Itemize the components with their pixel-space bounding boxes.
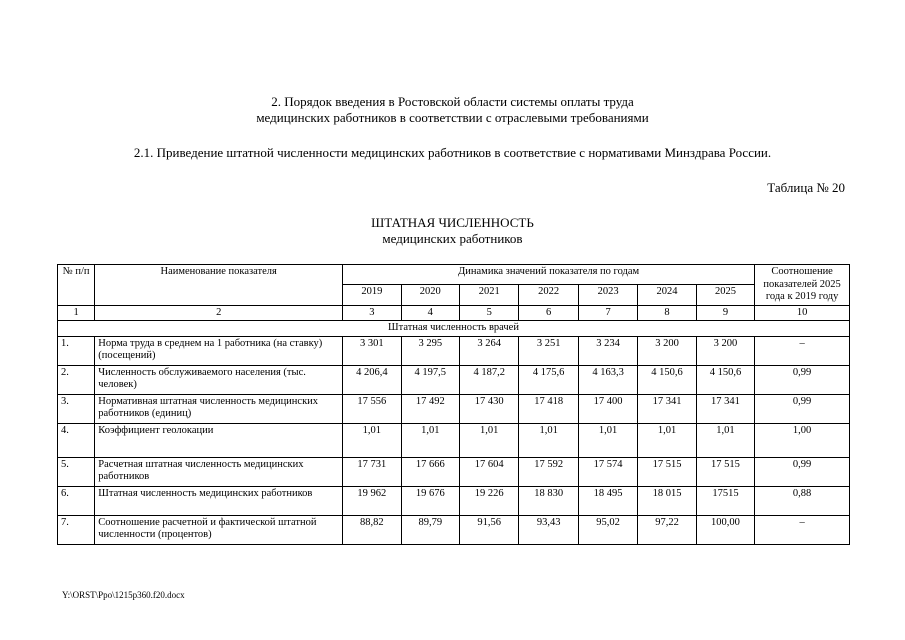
table-number: Таблица № 20 <box>767 180 845 195</box>
footer-file-path: Y:\ORST\Ppo\1215p360.f20.docx <box>62 590 185 600</box>
indicator-name: Нормативная штатная численность медицинских работников (единиц) <box>95 394 343 423</box>
staffing-table <box>57 264 850 545</box>
header-year: 2020 <box>401 285 459 305</box>
year-value: 3 234 <box>578 336 637 365</box>
year-value: 17515 <box>696 486 755 515</box>
section-heading-line2: медицинских работников в соответствии с отраслевыми требованиями <box>256 110 649 125</box>
year-value: 19 676 <box>401 486 459 515</box>
header-year: 2024 <box>638 285 696 305</box>
year-value: 1,01 <box>519 423 578 457</box>
year-value: 3 295 <box>401 336 459 365</box>
year-value: 17 604 <box>459 457 518 486</box>
year-value: 17 592 <box>519 457 578 486</box>
year-value: 3 200 <box>696 336 755 365</box>
year-value: 17 731 <box>343 457 401 486</box>
column-number: 2 <box>95 305 343 321</box>
header-year: 2025 <box>696 285 755 305</box>
year-value: 93,43 <box>519 515 578 544</box>
header-year: 2019 <box>343 285 401 305</box>
year-value: 17 341 <box>638 394 696 423</box>
table-row <box>58 423 850 457</box>
header-num: № п/п <box>58 265 95 306</box>
year-value: 4 150,6 <box>696 365 755 394</box>
column-number: 5 <box>459 305 518 321</box>
column-number: 6 <box>519 305 578 321</box>
ratio-value: 0,99 <box>755 394 850 423</box>
table-row <box>58 457 850 486</box>
year-value: 4 150,6 <box>638 365 696 394</box>
year-value: 17 341 <box>696 394 755 423</box>
table-row <box>58 515 850 544</box>
column-number: 3 <box>343 305 401 321</box>
row-number: 2. <box>58 365 95 394</box>
year-value: 1,01 <box>401 423 459 457</box>
indicator-name: Норма труда в среднем на 1 работника (на ставку) (посещений) <box>95 336 343 365</box>
year-value: 17 418 <box>519 394 578 423</box>
row-number: 6. <box>58 486 95 515</box>
year-value: 100,00 <box>696 515 755 544</box>
indicator-name: Штатная численность медицинских работников <box>95 486 343 515</box>
ratio-value: 0,99 <box>755 457 850 486</box>
year-value: 17 492 <box>401 394 459 423</box>
table-row <box>58 336 850 365</box>
year-value: 17 556 <box>343 394 401 423</box>
ratio-value: 1,00 <box>755 423 850 457</box>
year-value: 17 574 <box>578 457 637 486</box>
year-value: 1,01 <box>696 423 755 457</box>
year-value: 95,02 <box>578 515 637 544</box>
year-value: 97,22 <box>638 515 696 544</box>
header-row-1 <box>58 265 850 285</box>
indicator-name: Расчетная штатная численность медицинских работников <box>95 457 343 486</box>
year-value: 88,82 <box>343 515 401 544</box>
section-heading-line1: 2. Порядок введения в Ростовской области системы оплаты труда <box>271 94 634 109</box>
year-value: 17 515 <box>638 457 696 486</box>
year-value: 3 264 <box>459 336 518 365</box>
column-number: 8 <box>638 305 696 321</box>
row-number: 3. <box>58 394 95 423</box>
section-heading <box>0 94 905 126</box>
column-numbers-row <box>58 305 850 321</box>
row-number: 1. <box>58 336 95 365</box>
column-number: 1 <box>58 305 95 321</box>
year-value: 19 962 <box>343 486 401 515</box>
year-value: 4 163,3 <box>578 365 637 394</box>
year-value: 18 830 <box>519 486 578 515</box>
year-value: 91,56 <box>459 515 518 544</box>
year-value: 17 400 <box>578 394 637 423</box>
header-dynamics: Динамика значений показателя по годам <box>343 265 755 285</box>
table-row <box>58 365 850 394</box>
year-value: 17 515 <box>696 457 755 486</box>
indicator-name: Коэффициент геолокации <box>95 423 343 457</box>
column-number: 4 <box>401 305 459 321</box>
year-value: 4 197,5 <box>401 365 459 394</box>
column-number: 9 <box>696 305 755 321</box>
year-value: 18 495 <box>578 486 637 515</box>
year-value: 3 200 <box>638 336 696 365</box>
header-year: 2021 <box>459 285 518 305</box>
year-value: 1,01 <box>578 423 637 457</box>
year-value: 1,01 <box>638 423 696 457</box>
year-value: 19 226 <box>459 486 518 515</box>
table-row <box>58 486 850 515</box>
row-number: 7. <box>58 515 95 544</box>
header-year: 2022 <box>519 285 578 305</box>
table-title-line1: ШТАТНАЯ ЧИСЛЕННОСТЬ <box>371 215 534 230</box>
year-value: 3 251 <box>519 336 578 365</box>
table-title <box>0 215 905 247</box>
header-year: 2023 <box>578 285 637 305</box>
year-value: 17 430 <box>459 394 518 423</box>
year-value: 4 175,6 <box>519 365 578 394</box>
year-value: 1,01 <box>459 423 518 457</box>
year-value: 3 301 <box>343 336 401 365</box>
table-title-line2: медицинских работников <box>382 231 523 246</box>
header-ratio: Соотношение показателей 2025 года к 2019 году <box>755 265 850 306</box>
table-row <box>58 394 850 423</box>
year-value: 4 206,4 <box>343 365 401 394</box>
ratio-value: – <box>755 336 850 365</box>
row-number: 4. <box>58 423 95 457</box>
year-value: 18 015 <box>638 486 696 515</box>
indicator-name: Соотношение расчетной и фактической штатной численности (процентов) <box>95 515 343 544</box>
subsection-heading: 2.1. Приведение штатной численности медицинских работников в соответствие с нормативами Минздрава России. <box>133 145 772 160</box>
year-value: 89,79 <box>401 515 459 544</box>
ratio-value: 0,88 <box>755 486 850 515</box>
indicator-name: Численность обслуживаемого населения (тыс. человек) <box>95 365 343 394</box>
ratio-value: 0,99 <box>755 365 850 394</box>
year-value: 1,01 <box>343 423 401 457</box>
column-number: 7 <box>578 305 637 321</box>
column-number: 10 <box>755 305 850 321</box>
header-name: Наименование показателя <box>95 265 343 306</box>
ratio-value: – <box>755 515 850 544</box>
group-label: Штатная численность врачей <box>58 321 850 337</box>
group-row <box>58 321 850 337</box>
year-value: 4 187,2 <box>459 365 518 394</box>
row-number: 5. <box>58 457 95 486</box>
year-value: 17 666 <box>401 457 459 486</box>
